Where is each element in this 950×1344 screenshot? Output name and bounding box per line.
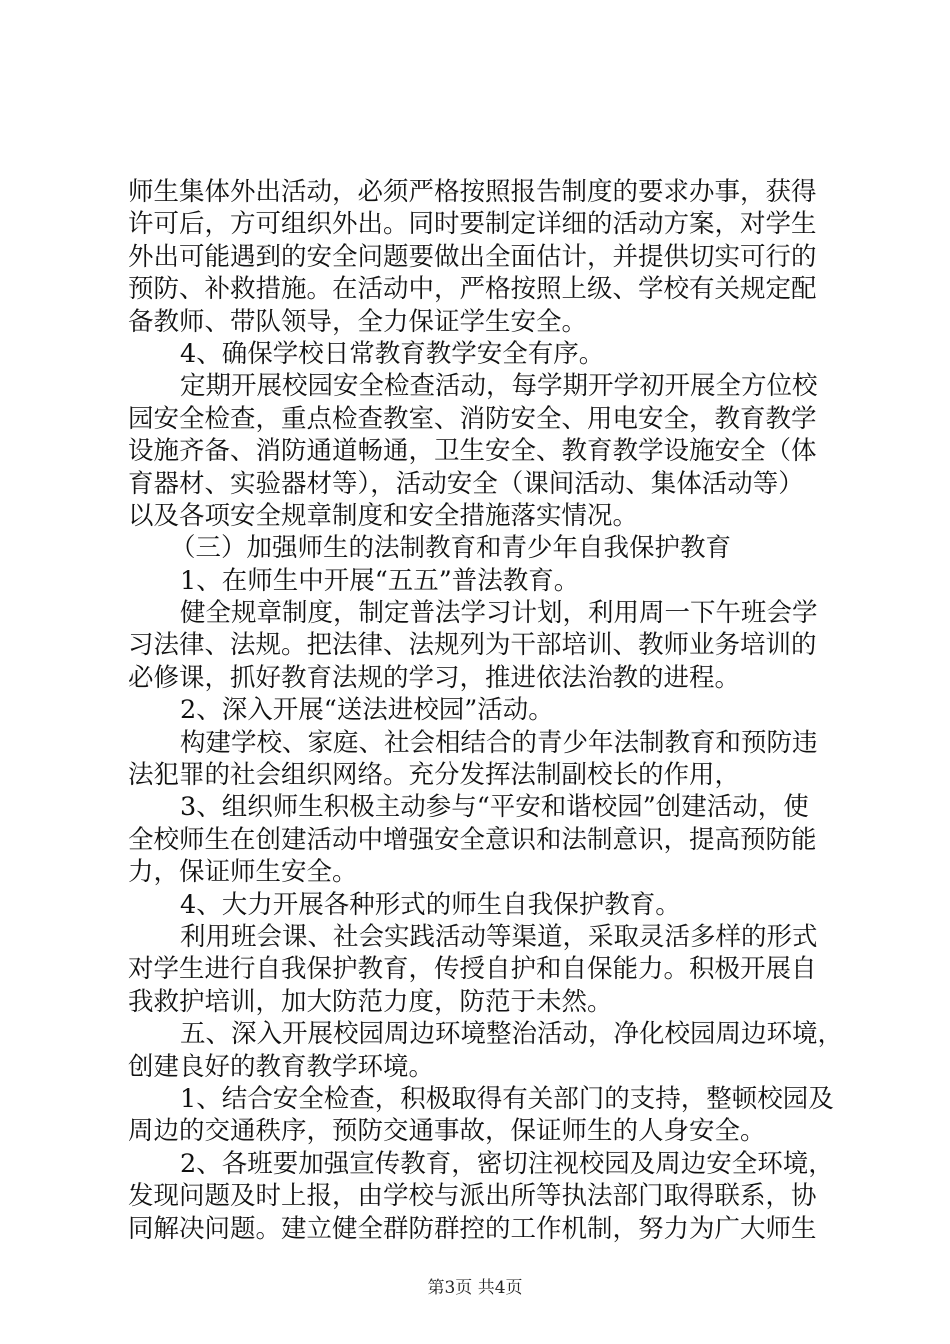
section-heading: （三）加强师生的法制教育和青少年自我保护教育: [170, 533, 732, 564]
item-heading: 3、组织师生积极主动参与“平安和谐校园”创建活动，使: [180, 792, 809, 823]
text-line: 外出可能遇到的安全问题要做出全面估计，并提供切实可行的: [128, 241, 817, 272]
text-line: 健全规章制度，制定普法学习计划，利用周一下午班会学: [180, 598, 818, 629]
page-footer: [0, 1273, 950, 1298]
text-line: 师生集体外出活动，必须严格按照报告制度的要求办事，获得: [128, 177, 817, 207]
text-line: 周边的交通秩序，预防交通事故，保证师生的人身安全。: [128, 1116, 766, 1147]
text-line: 预防、补救措施。在活动中，严格按照上级、学校有关规定配: [128, 274, 817, 305]
item-heading: 1、结合安全检查，积极取得有关部门的支持，整顿校园及: [180, 1083, 834, 1114]
text-line: 同解决问题。建立健全群防群控的工作机制，努力为广大师生: [128, 1213, 817, 1244]
page-number-label: 第3页 共4页: [427, 1278, 523, 1298]
text-line: 必修课，抓好教育法规的学习，推进依法治教的进程。: [128, 662, 741, 693]
text-line: 对学生进行自我保护教育，传授自护和自保能力。积极开展自: [128, 954, 817, 985]
text-line: 发现问题及时上报，由学校与派出所等执法部门取得联系，协: [128, 1181, 817, 1212]
text-line: 力，保证师生安全。: [128, 857, 358, 888]
item-heading: 1、在师生中开展“五五”普法教育。: [180, 565, 580, 596]
text-line: 创建良好的教育教学环境。: [128, 1051, 435, 1082]
text-line: 设施齐备、消防通道畅通，卫生安全、教育教学设施安全（体: [128, 436, 817, 467]
text-line: 许可后，方可组织外出。同时要制定详细的活动方案，对学生: [128, 209, 817, 240]
text-line: 园安全检查，重点检查教室、消防安全、用电安全，教育教学: [128, 403, 817, 434]
item-heading: 2、深入开展“送法进校园”活动。: [180, 695, 554, 726]
text-line: 备教师、带队领导，全力保证学生安全。: [128, 306, 588, 337]
text-line: 定期开展校园安全检查活动，每学期开学初开展全方位校: [180, 371, 818, 402]
text-line: 以及各项安全规章制度和安全措施落实情况。: [128, 500, 639, 531]
text-line: 我救护培训，加大防范力度，防范于未然。: [128, 986, 613, 1017]
document-body: [128, 176, 844, 1245]
item-heading: 2、各班要加强宣传教育，密切注视校园及周边安全环境，: [180, 1148, 834, 1179]
text-line: 习法律、法规。把法律、法规列为干部培训、教师业务培训的: [128, 630, 817, 661]
item-heading: 4、大力开展各种形式的师生自我保护教育。: [180, 889, 681, 920]
item-heading: 4、确保学校日常教育教学安全有序。: [180, 338, 605, 369]
text-line: 构建学校、家庭、社会相结合的青少年法制教育和预防违: [180, 727, 818, 758]
text-line: 利用班会课、社会实践活动等渠道，采取灵活多样的形式: [180, 921, 818, 952]
section-heading: 五、深入开展校园周边环境整治活动，净化校园周边环境，: [180, 1019, 844, 1050]
text-line: 育器材、实验器材等），活动安全（课间活动、集体活动等）: [128, 468, 804, 499]
text-line: 法犯罪的社会组织网络。充分发挥法制副校长的作用，: [128, 760, 741, 791]
text-line: 全校师生在创建活动中增强安全意识和法制意识，提高预防能: [128, 824, 817, 855]
